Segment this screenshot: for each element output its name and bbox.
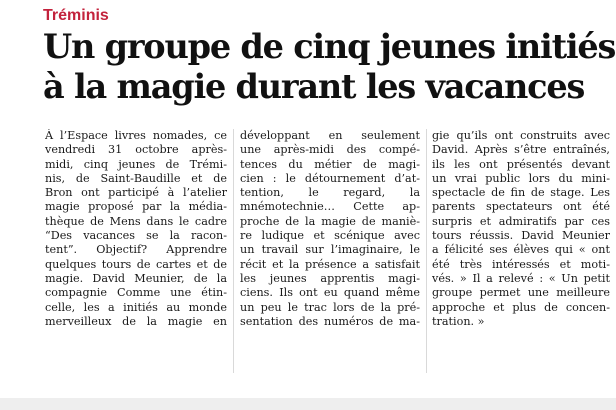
text-line: quelques tours de cartes et de <box>45 257 227 271</box>
text-line: sentation des numéros de ma- <box>240 314 420 328</box>
text-line: compagnie Comme une étin- <box>45 286 227 300</box>
text-line: À l’Espace livres nomades, ce <box>45 129 227 142</box>
article-headline <box>43 27 616 107</box>
text-line: groupe permet une meilleure <box>432 286 610 300</box>
text-line: tent”. Objectif? Apprendre <box>45 243 227 257</box>
text-line: a félicité ses élèves qui « ont <box>432 243 610 257</box>
text-line: midi, cinq jeunes de Trémi- <box>45 157 227 171</box>
text-line: celle, les a initiés au monde <box>45 300 227 314</box>
text-line: un vrai public lors du mini- <box>432 171 610 185</box>
text-line: thèque de Mens dans le cadre <box>45 214 227 228</box>
column-divider <box>233 129 234 373</box>
text-line: magie. David Meunier, de la <box>45 271 227 285</box>
article-column-1 <box>45 129 227 329</box>
article-column-3 <box>432 129 610 329</box>
text-line: récit et la présence a satisfait <box>240 257 420 271</box>
text-line: nis, de Saint-Baudille et de <box>45 171 227 185</box>
headline-line: à la magie durant les vacances <box>43 67 585 106</box>
text-line: les jeunes apprentis magi- <box>240 271 420 285</box>
text-line: magie proposé par la média- <box>45 200 227 214</box>
text-line: merveilleux de la magie en <box>45 314 227 328</box>
text-line: une après-midi des compé- <box>240 143 420 157</box>
text-line: été très intéressés et moti- <box>432 257 610 271</box>
text-line: surpris et admiratifs par ces <box>432 214 610 228</box>
text-line: mnémotechnie… Cette ap- <box>240 200 420 214</box>
text-line: David. Après s’être entraînés, <box>432 143 610 157</box>
text-line: tours réussis. David Meunier <box>432 229 610 243</box>
text-line: approche et plus de concen- <box>432 300 610 314</box>
article-kicker: Tréminis <box>43 7 109 24</box>
page-bottom-band <box>0 398 616 410</box>
column-divider <box>426 129 427 373</box>
text-line: tention, le regard, la <box>240 186 420 200</box>
text-line: tences du métier de magi- <box>240 157 420 171</box>
text-line: un peu le trac lors de la pré- <box>240 300 420 314</box>
text-line: proche de la magie de maniè- <box>240 214 420 228</box>
text-line: vendredi 31 octobre après- <box>45 143 227 157</box>
text-line: re ludique et scénique avec <box>240 229 420 243</box>
text-line: tration. » <box>432 314 485 328</box>
text-line: ils les ont présentés devant <box>432 157 610 171</box>
text-line: ciens. Ils ont eu quand même <box>240 286 420 300</box>
article-column-2 <box>240 129 420 329</box>
text-line: parents spectateurs ont été <box>432 200 610 214</box>
text-line: cien : le détournement d’at- <box>240 171 420 185</box>
text-line: spectacle de fin de stage. Les <box>432 186 610 200</box>
headline-line: Un groupe de cinq jeunes initiés <box>43 27 616 66</box>
text-line: “Des vacances se la racon- <box>45 229 227 243</box>
text-line: développant en seulement <box>240 129 420 142</box>
text-line: vés. » Il a relevé : « Un petit <box>432 271 610 285</box>
text-line: un travail sur l’imaginaire, le <box>240 243 420 257</box>
text-line: Bron ont participé à l’atelier <box>45 186 227 200</box>
text-line: gie qu’ils ont construits avec <box>432 129 610 142</box>
